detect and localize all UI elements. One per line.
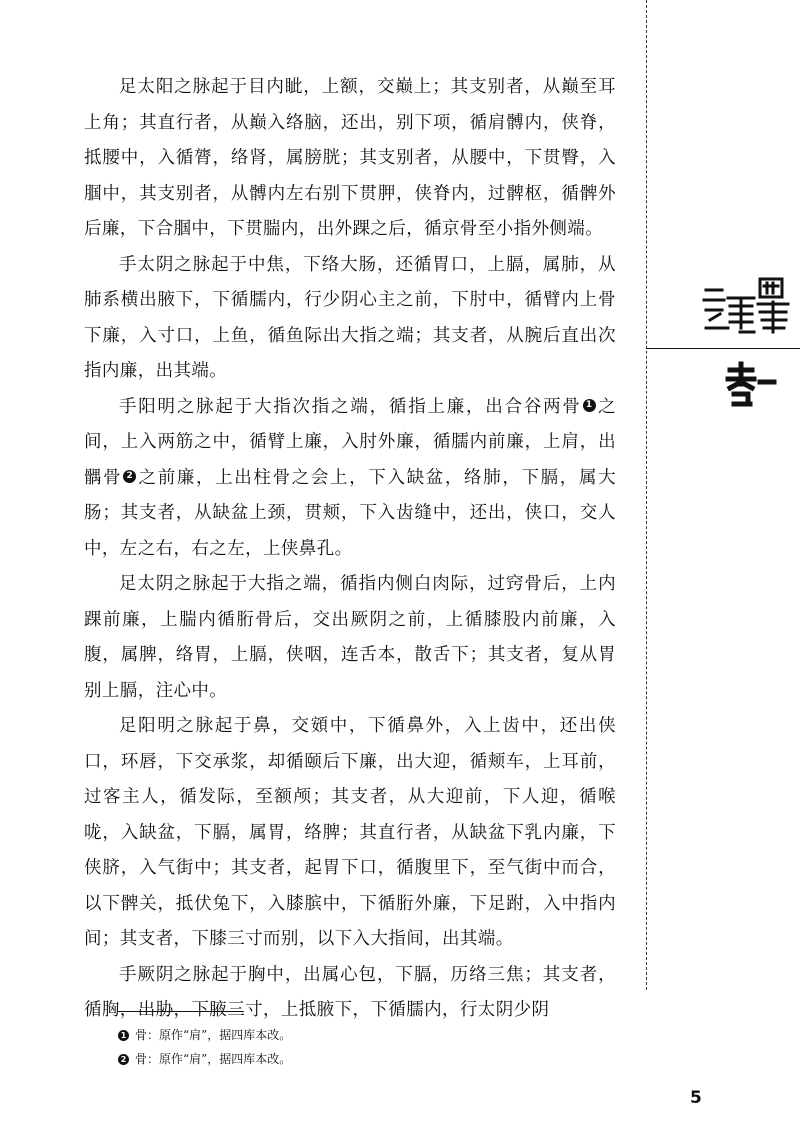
paragraph-hand-jueyin bbox=[84, 958, 616, 1029]
paragraph-foot-yangming bbox=[84, 709, 616, 958]
footnote-ref-2[interactable]: 2 bbox=[123, 470, 136, 483]
footnote-mark: 2 bbox=[118, 1054, 129, 1065]
footnote-mark: 1 bbox=[118, 1030, 129, 1041]
book-title-seal-logo bbox=[700, 276, 792, 336]
paragraph-text: 之前廉，上出柱骨之会上，下入缺盆，络肺，下膈，属大肠；其支者，从缺盆上颈，贯颊，下入齿缝中，还出，侠口，交人中，左之右，右之左，上侠鼻孔。 bbox=[84, 467, 616, 559]
footnote-text: 骨：原作“肩”，据四库本改。 bbox=[135, 1028, 292, 1042]
paragraph-text: 手阳明之脉起于大指次指之端，循指上廉，出合谷两骨 bbox=[119, 396, 582, 417]
page-number: 5 bbox=[690, 1088, 702, 1108]
footnote-text: 骨：原作“肩”，据四库本改。 bbox=[135, 1052, 292, 1066]
footnote-2 bbox=[118, 1047, 291, 1071]
paragraph-text: 手太阴之脉起于中焦，下络大肠，还循胃口，上膈，属肺，从肺系横出腋下，下循臑内，行少阴心主之前，下肘中，循臂内上骨下廉，入寸口，上鱼，循鱼际出大指之端；其支者，从腕后直出次指内廉，出其端。 bbox=[84, 254, 616, 381]
paragraph-text: 手厥阴之脉起于胸中，出属心包，下膈，历络三焦；其支者，循胸，出胁，下腋三寸，上抵腋下，下循臑内，行太阴少阴 bbox=[84, 964, 616, 1020]
footnote-divider bbox=[118, 1011, 244, 1012]
volume-label-juan-yi bbox=[722, 360, 778, 430]
paragraph-hand-taiyin bbox=[84, 248, 616, 390]
margin-dashed-divider bbox=[646, 0, 647, 990]
paragraph-text: 足太阳之脉起于目内眦，上额，交巅上；其支别者，从巅至耳上角；其直行者，从巅入络脑，还出，别下项，循肩髆内，侠脊，抵腰中，入循膂，络肾，属膀胱；其支别者，从腰中，下贯臀，入腘中，其支别者，从髆内左右别下贯胛，侠脊内，过髀枢，循髀外后廉，下合腘中，下贯腨内，出外踝之后，循京骨至小指外侧端。 bbox=[84, 77, 616, 239]
paragraph-foot-taiyin bbox=[84, 567, 616, 709]
paragraph-text: 之间，上入两筋之中，循臂上廉，入肘外廉，循臑内前廉，上肩，出髃骨 bbox=[84, 396, 616, 488]
footnotes bbox=[118, 1023, 291, 1071]
paragraph-text: 足太阴之脉起于大指之端，循指内侧白肉际，过窍骨后，上内踝前廉，上腨内循胻骨后，交出厥阴之前，上循膝股内前廉，入腹，属脾，络胃，上膈，侠咽，连舌本，散舌下；其支者，复从胃别上膈，注心中。 bbox=[84, 574, 616, 701]
footnote-1 bbox=[118, 1023, 291, 1047]
paragraph-hand-yangming bbox=[84, 390, 616, 568]
paragraph-text: 足阳明之脉起于鼻，交頞中，下循鼻外，入上齿中，还出侠口，环唇，下交承浆，却循颐后下廉，出大迎，循颊车，上耳前，过客主人，循发际，至额颅；其支者，从大迎前，下人迎，循喉咙，入缺盆，下膈，属胃，络脾；其直行者，从缺盆下乳内廉，下侠脐，入气街中；其支者，起胃下口，循腹里下，至气街中而合，以下髀关，抵伏兔下，入膝膑中，下循胻外廉，下足跗，入中指内间；其支者，下膝三寸而别，以下入大指间，出其端。 bbox=[84, 716, 616, 949]
paragraph-foot-taiyang bbox=[84, 70, 616, 248]
main-text bbox=[84, 70, 616, 1029]
footnote-ref-1[interactable]: 1 bbox=[583, 399, 596, 412]
margin-horizontal-rule bbox=[646, 348, 800, 349]
